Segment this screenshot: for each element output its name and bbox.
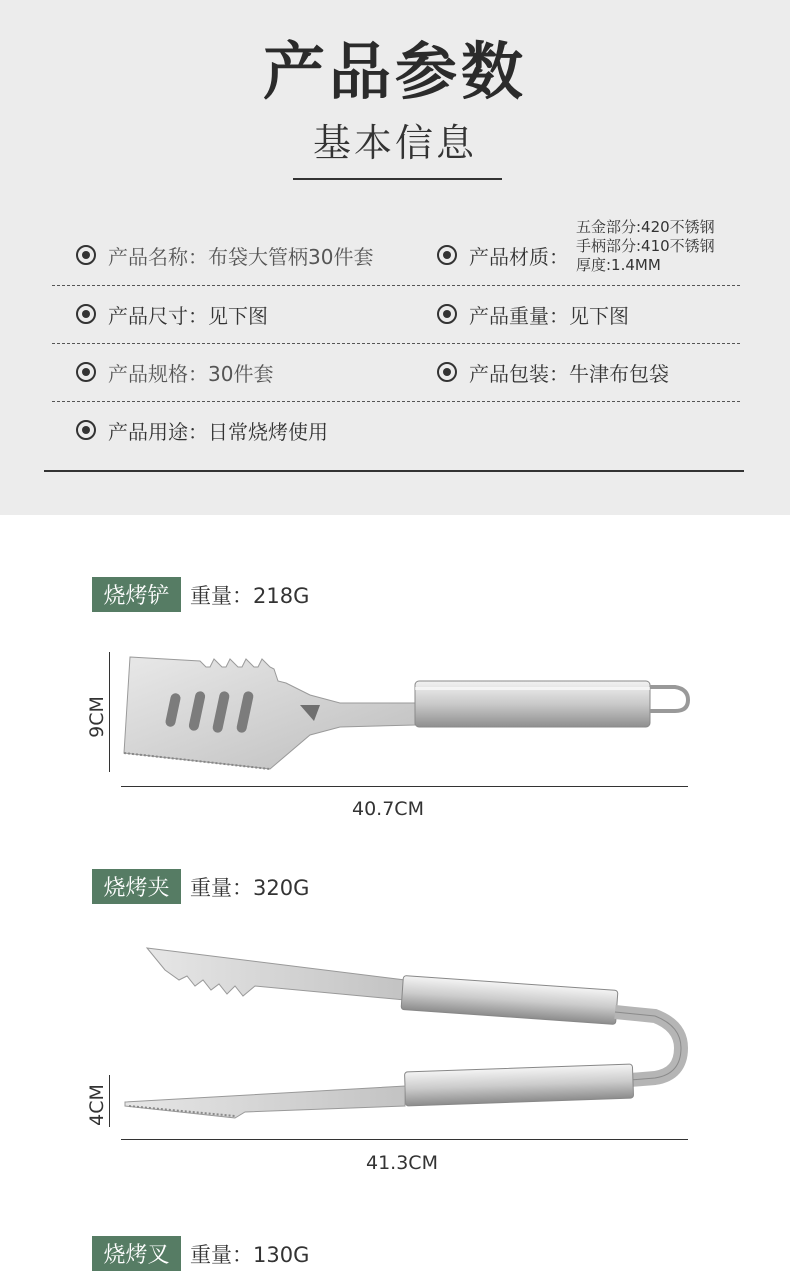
param-usage	[76, 415, 328, 445]
param-size-label: 产品尺寸：	[108, 303, 208, 328]
parameter-panel	[0, 0, 790, 515]
param-weight-value: 见下图	[569, 303, 629, 328]
product-weight-tongs: 重量：320G	[190, 875, 310, 900]
radio-dot-icon	[76, 245, 96, 265]
param-package-value: 牛津布包袋	[569, 361, 669, 386]
height-label-spatula: 9CM	[85, 696, 108, 738]
product-weight-spatula: 重量：218G	[190, 583, 310, 608]
bbq-spatula-image	[110, 645, 700, 775]
param-spec	[76, 357, 273, 387]
param-material-label: 产品材质：	[469, 244, 569, 269]
product-tag-fork: 烧烤叉	[92, 1236, 181, 1271]
radio-dot-icon	[76, 420, 96, 440]
length-label-tongs: 41.3CM	[366, 1152, 438, 1174]
radio-dot-icon	[76, 304, 96, 324]
subtitle-underline	[293, 178, 502, 180]
row-divider	[52, 343, 740, 344]
product-weight-fork: 重量：130G	[190, 1242, 310, 1267]
radio-dot-icon	[437, 362, 457, 382]
param-name-label: 产品名称：	[108, 244, 208, 269]
section-subtitle: 基本信息	[312, 121, 477, 165]
product-tag-tongs: 烧烤夹	[92, 869, 181, 904]
length-dimension-line	[121, 786, 688, 787]
param-spec-value: 30件套	[208, 361, 274, 386]
param-usage-label: 产品用途：	[108, 419, 208, 444]
param-package-label: 产品包装：	[469, 361, 569, 386]
material-line: 厚度:1.4MM	[576, 256, 661, 274]
bbq-tongs-image	[115, 940, 695, 1130]
param-usage-value: 日常烧烤使用	[208, 419, 328, 444]
product-tag-spatula: 烧烤铲	[92, 577, 181, 612]
panel-bottom-line	[44, 470, 744, 472]
param-name	[76, 240, 373, 270]
material-line: 手柄部分:410不锈钢	[576, 237, 715, 255]
param-name-value: 布袋大管柄30件套	[208, 244, 374, 269]
height-dimension-line	[109, 652, 110, 772]
row-divider	[52, 401, 740, 402]
radio-dot-icon	[76, 362, 96, 382]
radio-dot-icon	[437, 245, 457, 265]
param-size-value: 见下图	[208, 303, 268, 328]
param-spec-label: 产品规格：	[108, 361, 208, 386]
param-material-values	[576, 218, 715, 275]
height-dimension-line	[109, 1075, 110, 1127]
param-material	[437, 240, 569, 270]
param-package	[437, 357, 669, 387]
length-dimension-line	[121, 1139, 688, 1140]
length-label-spatula: 40.7CM	[352, 798, 424, 820]
row-divider	[52, 285, 740, 286]
radio-dot-icon	[437, 304, 457, 324]
param-weight	[437, 299, 629, 329]
height-label-tongs: 4CM	[85, 1084, 108, 1126]
material-line: 五金部分:420不锈钢	[576, 218, 715, 236]
param-size	[76, 299, 268, 329]
param-weight-label: 产品重量：	[469, 303, 569, 328]
page-title: 产品参数	[262, 35, 527, 108]
